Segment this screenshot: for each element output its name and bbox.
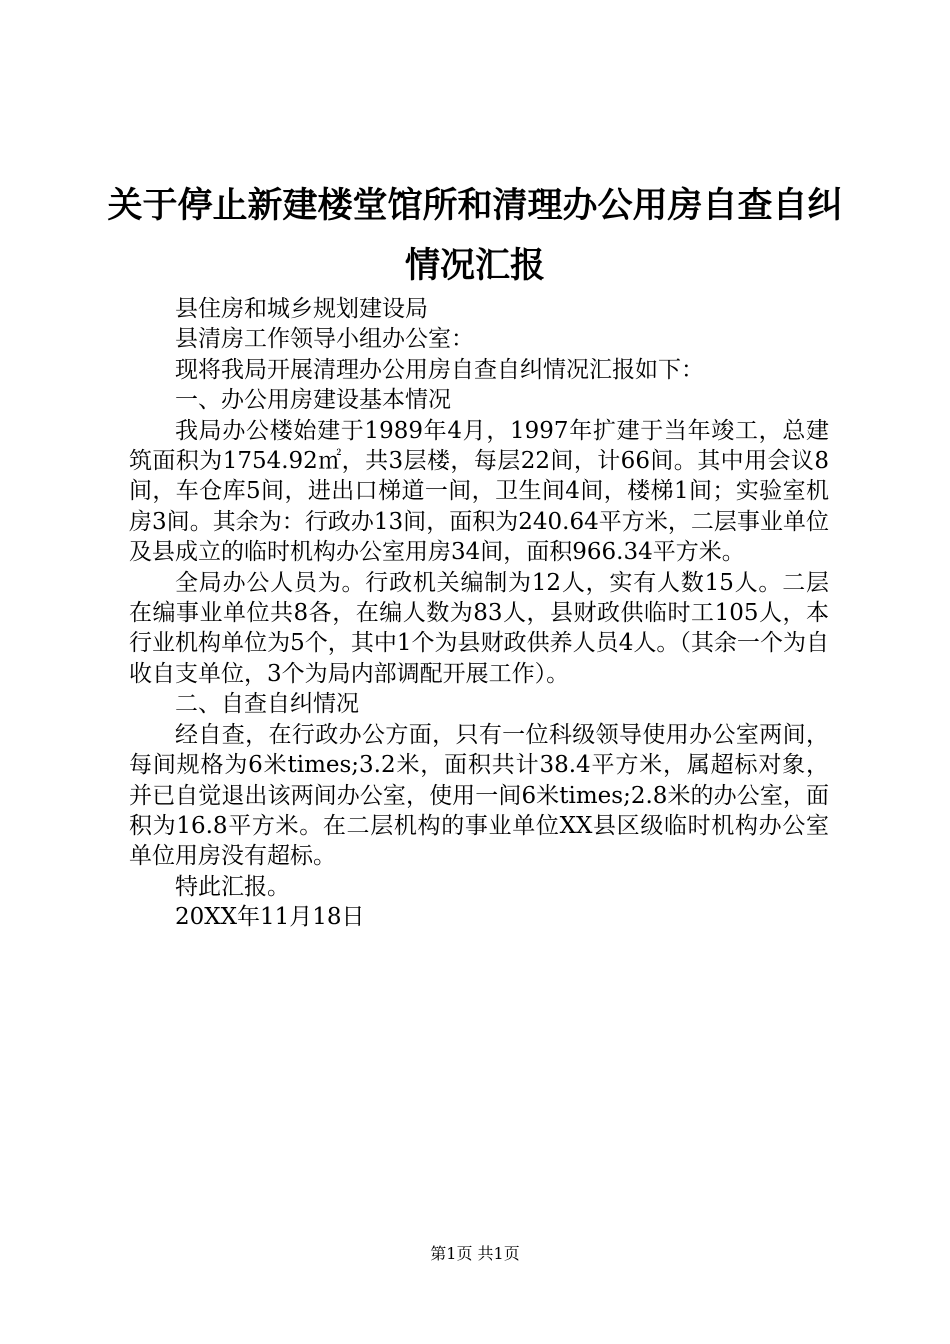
- section-heading-1: 一、办公用房建设基本情况: [175, 387, 451, 414]
- section-1-paragraph-2: 全局办公人员为。行政机关编制为12人，实有人数15人。二层在编事业单位共8各，在编人数为83人，县财政供临时工105人，本行业机构单位为5个，其中1个为县财政供养人员4人。（其余一个为自收自支单位，3个为局内部调配开展工作）。: [129, 569, 829, 687]
- recipient-line-1: 县住房和城乡规划建设局: [175, 296, 428, 322]
- page-footer: 第1页 共1页: [430, 1244, 520, 1263]
- date-line: 20XX年11月18日: [175, 904, 365, 931]
- closing-line: 特此汇报。: [175, 873, 290, 900]
- intro-paragraph: 现将我局开展清理办公用房自查自纠情况汇报如下：: [175, 356, 704, 383]
- document-title: 关于停止新建楼堂馆所和清理办公用房自查自纠情况汇报: [107, 186, 843, 286]
- section-2-paragraph-1: 经自查，在行政办公方面，只有一位科级领导使用办公室两间，每间规格为6米times;3.2米，面积共计38.4平方米，属超标对象，并已自觉退出该两间办公室，使用一间6米times;2.8米的办公室，面积为16.8平方米。在二层机构的事业单位XX县区级临时机构办公室单位用房没有超标。: [129, 721, 829, 870]
- section-heading-2: 二、自查自纠情况: [175, 691, 359, 718]
- recipient-line-2: 县清房工作领导小组办公室：: [175, 326, 474, 353]
- document-body: [129, 294, 829, 933]
- section-1-paragraph-1: 我局办公楼始建于1989年4月，1997年扩建于当年竣工，总建筑面积为1754.92㎡，共3层楼，每层22间，计66间。其中用会议8间，车仓库5间，进出口梯道一间，卫生间4间，楼梯1间；实验室机房3间。其余为：行政办13间，面积为240.64平方米，二层事业单位及县成立的临时机构办公室用房34间，面积966.34平方米。: [129, 417, 829, 566]
